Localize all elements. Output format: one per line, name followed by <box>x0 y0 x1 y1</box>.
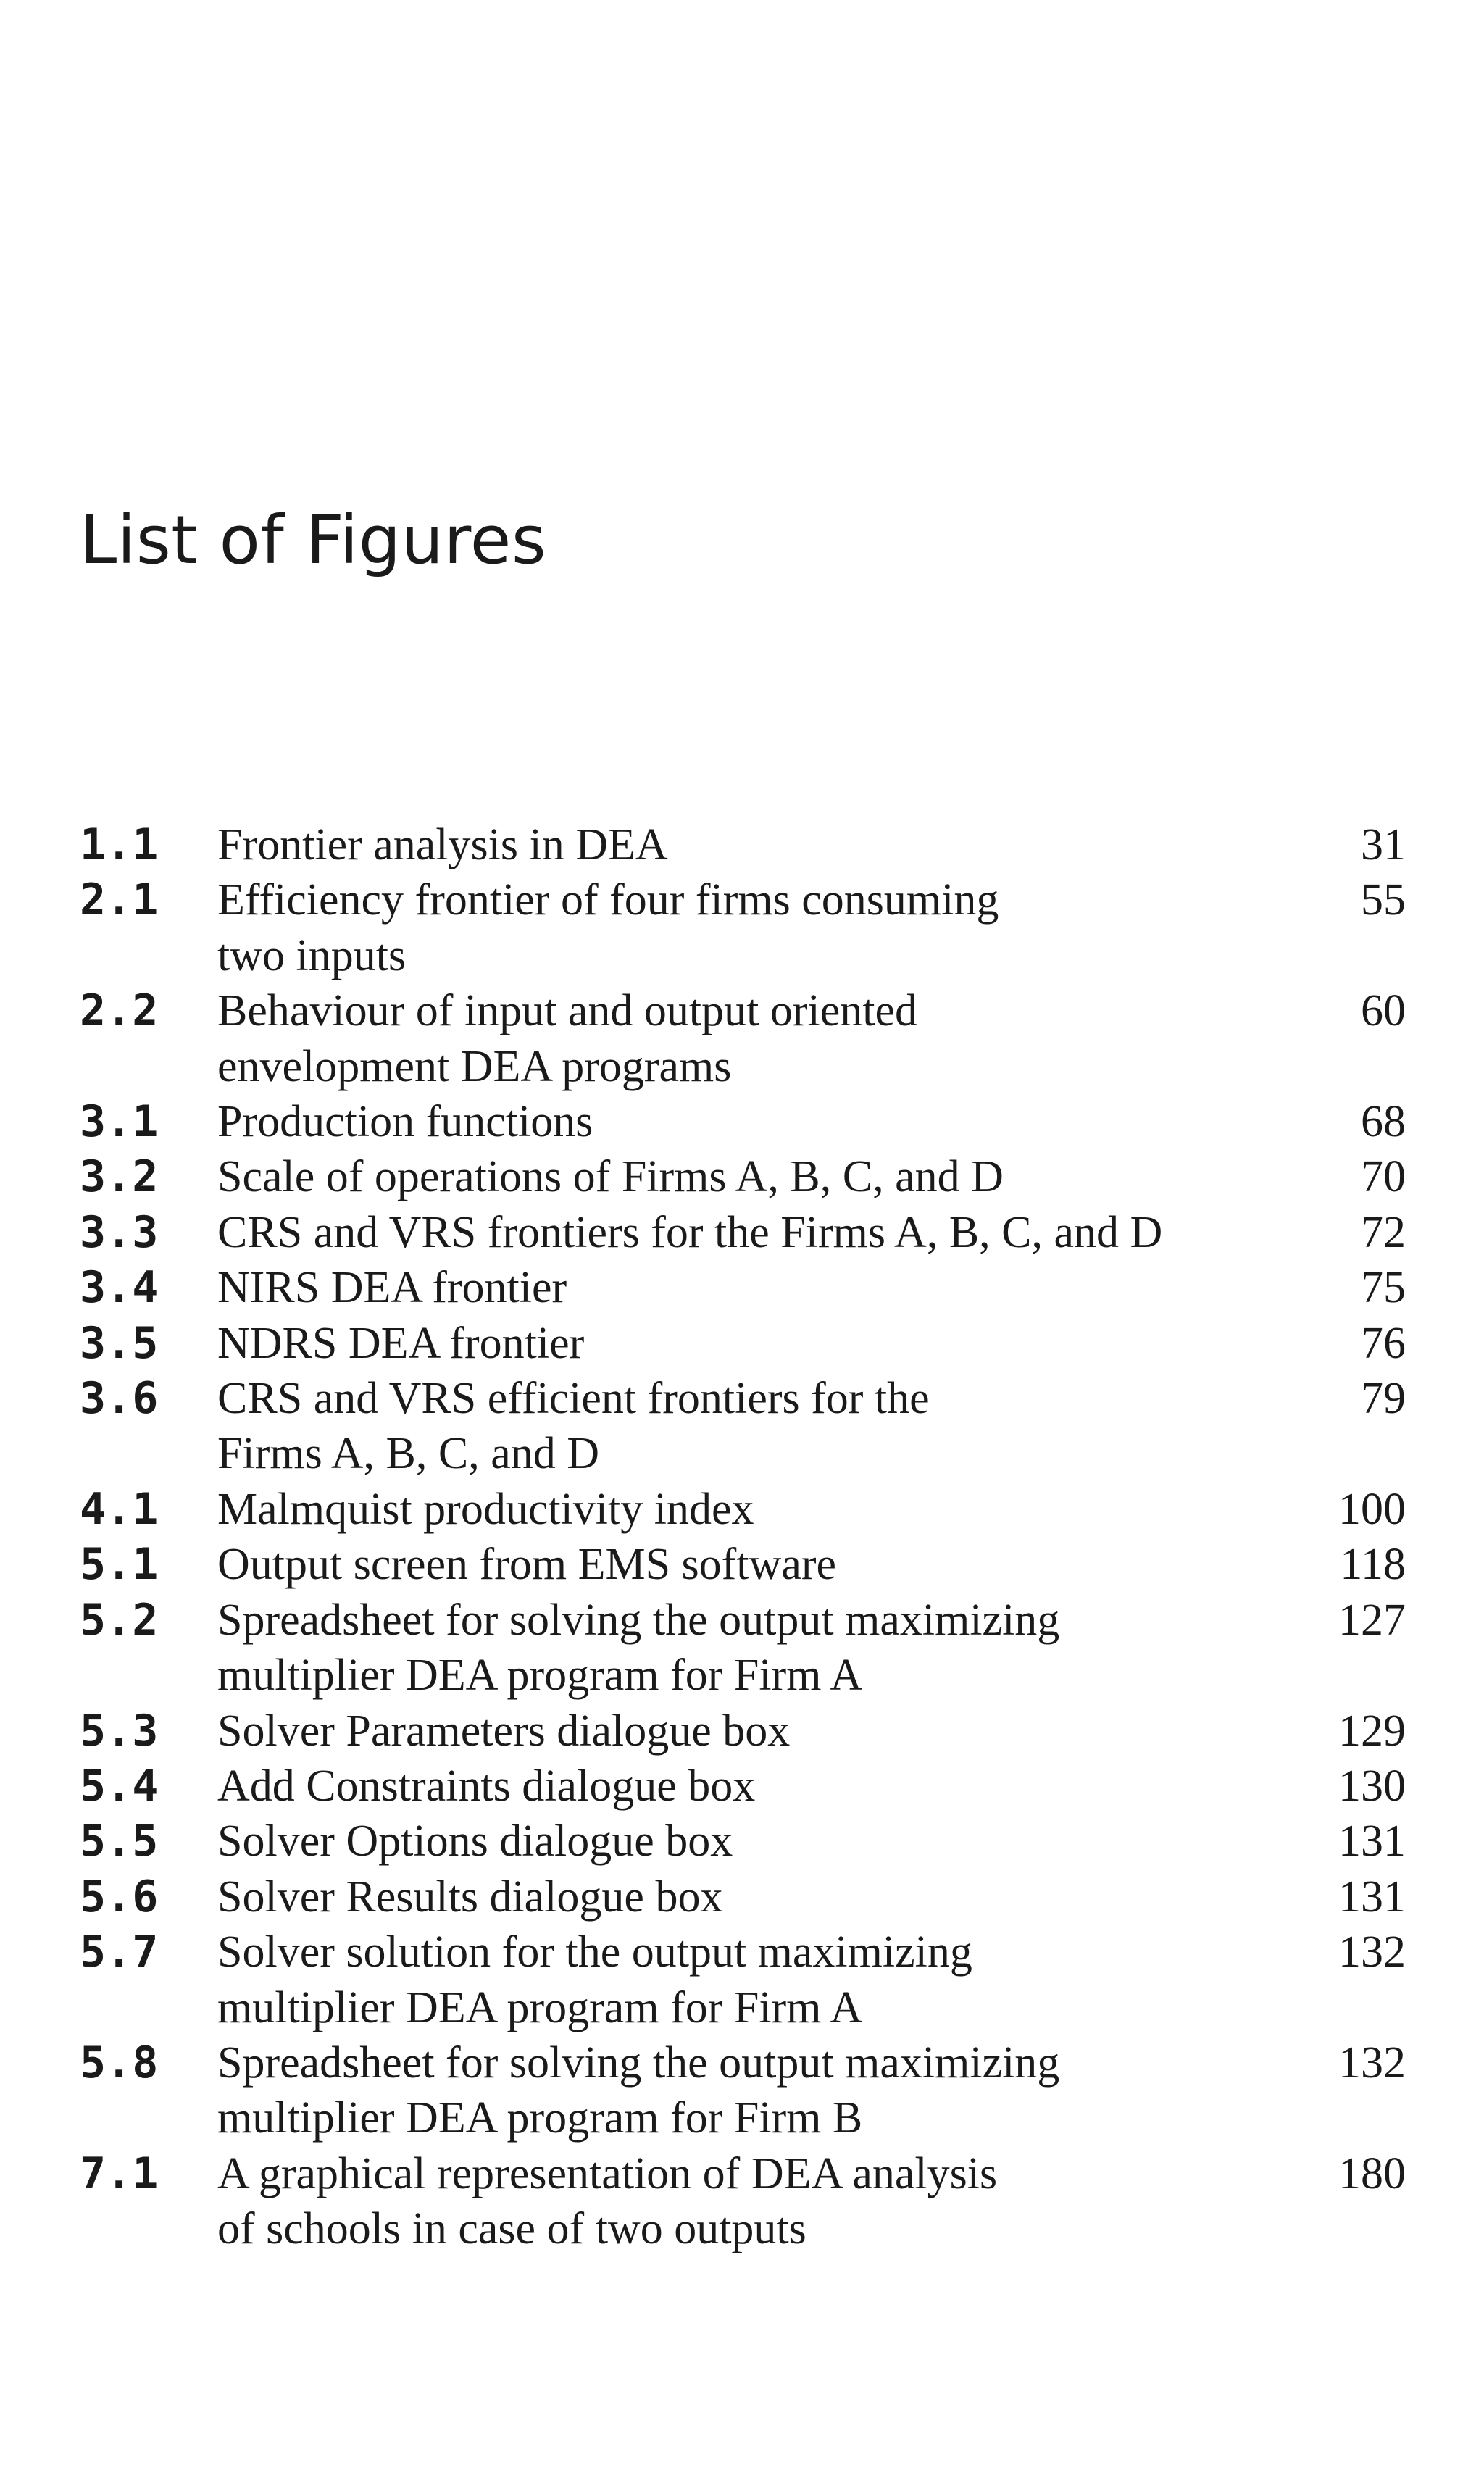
figure-entry <box>80 1149 1406 1204</box>
figure-entry <box>80 872 1406 983</box>
figure-entry <box>80 1593 1406 1703</box>
figure-caption: Behaviour of input and output oriented envelopment DEA programs <box>217 986 917 1091</box>
figure-number: 3.4 <box>80 1262 159 1314</box>
figure-caption: Solver Parameters dialogue box <box>217 1706 791 1756</box>
figure-entry <box>80 2146 1406 2257</box>
figure-list <box>80 817 1406 2257</box>
figure-entry <box>80 1924 1406 2035</box>
figure-number: 3.5 <box>80 1317 159 1369</box>
figure-page-number: 118 <box>1340 1540 1406 1590</box>
figure-caption: Scale of operations of Firms A, B, C, and D <box>217 1152 1004 1202</box>
figure-entry <box>80 1537 1406 1592</box>
figure-page-number: 132 <box>1338 1927 1406 1977</box>
figure-number: 3.6 <box>80 1373 159 1425</box>
figure-number: 5.5 <box>80 1816 159 1867</box>
figure-number: 5.6 <box>80 1871 159 1922</box>
figure-caption: Spreadsheet for solving the output maximizing multiplier DEA program for Firm B <box>217 2038 1060 2143</box>
figure-page-number: 131 <box>1338 1817 1406 1867</box>
figure-entry <box>80 2035 1406 2146</box>
figure-entry <box>80 983 1406 1094</box>
figure-page-number: 72 <box>1361 1207 1406 1257</box>
figure-entry <box>80 1814 1406 1869</box>
figure-caption: NIRS DEA frontier <box>217 1263 567 1313</box>
page-title: List of Figures <box>80 501 547 579</box>
figure-number: 5.2 <box>80 1594 159 1646</box>
figure-caption: Output screen from EMS software <box>217 1540 837 1590</box>
figure-page-number: 180 <box>1338 2148 1406 2198</box>
figure-entry <box>80 1260 1406 1315</box>
figure-caption: A graphical representation of DEA analysis of schools in case of two outputs <box>217 2148 998 2254</box>
figure-number: 3.2 <box>80 1151 159 1203</box>
figure-number: 1.1 <box>80 820 159 870</box>
figure-number: 4.1 <box>80 1483 159 1535</box>
figure-number: 3.3 <box>80 1206 159 1258</box>
figure-caption: Production functions <box>217 1097 593 1147</box>
figure-number: 5.7 <box>80 1927 159 1978</box>
figure-caption: Spreadsheet for solving the output maximizing multiplier DEA program for Firm A <box>217 1595 1060 1701</box>
figure-page-number: 100 <box>1338 1484 1406 1534</box>
figure-page-number: 60 <box>1361 986 1406 1036</box>
figure-caption: CRS and VRS efficient frontiers for the Firms A, B, C, and D <box>217 1374 930 1479</box>
figure-entry <box>80 1371 1406 1482</box>
figure-number: 2.1 <box>80 875 159 926</box>
figure-page-number: 132 <box>1338 2038 1406 2088</box>
figure-page-number: 55 <box>1361 875 1406 925</box>
figure-page-number: 76 <box>1361 1318 1406 1368</box>
figure-number: 2.2 <box>80 985 159 1037</box>
figure-page-number: 79 <box>1361 1374 1406 1424</box>
figure-number: 7.1 <box>80 2148 159 2199</box>
figure-entry <box>80 1205 1406 1260</box>
figure-page-number: 129 <box>1338 1706 1406 1756</box>
figure-page-number: 75 <box>1361 1263 1406 1313</box>
figure-page-number: 31 <box>1361 820 1406 869</box>
figure-entry <box>80 1316 1406 1371</box>
figure-page-number: 131 <box>1338 1872 1406 1922</box>
figure-page-number: 130 <box>1338 1761 1406 1811</box>
figure-caption: Efficiency frontier of four firms consuming two inputs <box>217 875 999 980</box>
figure-caption: Solver Options dialogue box <box>217 1817 733 1867</box>
figure-number: 3.1 <box>80 1096 159 1148</box>
figure-entry <box>80 1759 1406 1814</box>
figure-caption: Frontier analysis in DEA <box>217 820 668 869</box>
figure-entry <box>80 1869 1406 1924</box>
figure-number: 5.8 <box>80 2037 159 2088</box>
figure-caption: Solver solution for the output maximizing multiplier DEA program for Firm A <box>217 1927 972 2032</box>
figure-page-number: 127 <box>1338 1595 1406 1645</box>
figure-caption: Solver Results dialogue box <box>217 1872 723 1922</box>
figure-page-number: 70 <box>1361 1152 1406 1202</box>
figure-page-number: 68 <box>1361 1097 1406 1147</box>
figure-caption: Malmquist productivity index <box>217 1484 754 1534</box>
figure-entry <box>80 817 1406 872</box>
figure-entry <box>80 1094 1406 1149</box>
figure-entry <box>80 1703 1406 1759</box>
figure-caption: CRS and VRS frontiers for the Firms A, B, C, and D <box>217 1207 1163 1257</box>
figure-number: 5.4 <box>80 1760 159 1811</box>
figure-caption: Add Constraints dialogue box <box>217 1761 756 1811</box>
figure-entry <box>80 1482 1406 1537</box>
figure-number: 5.3 <box>80 1705 159 1756</box>
figure-number: 5.1 <box>80 1539 159 1590</box>
figure-caption: NDRS DEA frontier <box>217 1318 585 1368</box>
